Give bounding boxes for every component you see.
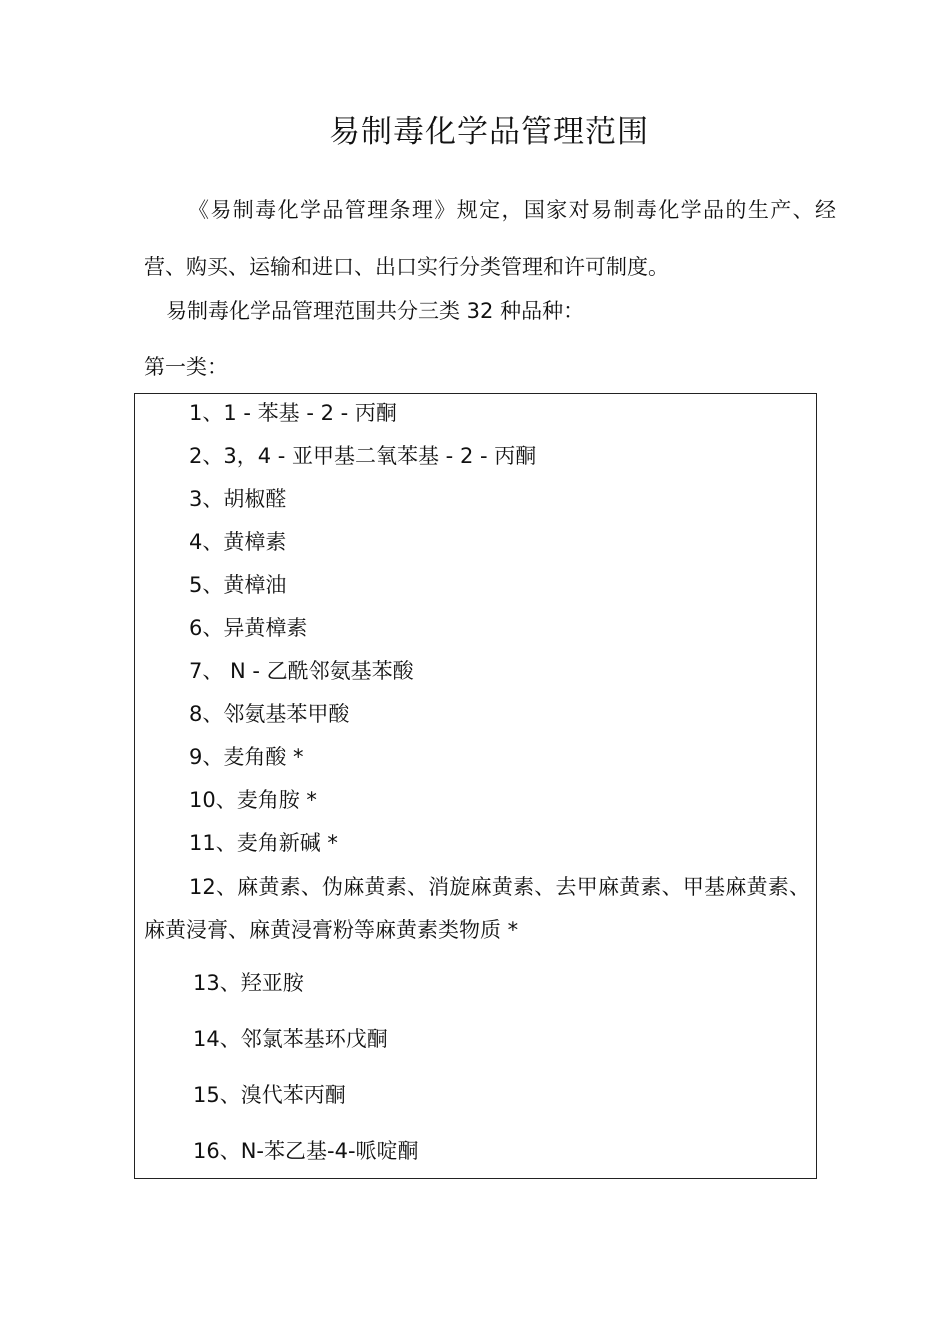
list-item: 6、异黄樟素 bbox=[189, 616, 308, 640]
document-title: 易制毒化学品管理范围 bbox=[329, 114, 649, 150]
list-item: 1、1 - 苯基 - 2 - 丙酮 bbox=[189, 401, 397, 425]
list-item: 14、邻氯苯基环戊酮 bbox=[193, 1027, 388, 1051]
list-item: 3、胡椒醛 bbox=[189, 487, 287, 511]
list-item: 9、麦角酸 * bbox=[189, 745, 304, 769]
list-item: 10、麦角胺 * bbox=[189, 788, 317, 812]
category-label: 第一类： bbox=[144, 355, 228, 379]
list-item: 13、羟亚胺 bbox=[193, 971, 304, 995]
list-item: 7、 N - 乙酰邻氨基苯酸 bbox=[189, 659, 414, 683]
list-item: 15、溴代苯丙酮 bbox=[193, 1083, 346, 1107]
category-one-list bbox=[134, 393, 817, 1179]
list-item: 8、邻氨基苯甲酸 bbox=[189, 702, 350, 726]
list-item: 11、麦角新碱 * bbox=[189, 831, 338, 855]
list-item: 12、麻黄素、伪麻黄素、消旋麻黄素、去甲麻黄素、甲基麻黄素、麻黄浸膏、麻黄浸膏粉等麻黄素类物质 * bbox=[144, 875, 810, 942]
list-item: 4、黄樟素 bbox=[189, 530, 287, 554]
list-item: 2、3，4 - 亚甲基二氧苯基 - 2 - 丙酮 bbox=[189, 444, 537, 468]
scope-statement: 易制毒化学品管理范围共分三类 32 种品种： bbox=[166, 299, 585, 323]
list-item: 5、黄樟油 bbox=[189, 573, 287, 597]
intro-paragraph: 《易制毒化学品管理条理》规定，国家对易制毒化学品的生产、经营、购买、运输和进口、出口实行分类管理和许可制度。 bbox=[144, 198, 836, 279]
list-item: 16、N-苯乙基-4-哌啶酮 bbox=[193, 1139, 419, 1163]
